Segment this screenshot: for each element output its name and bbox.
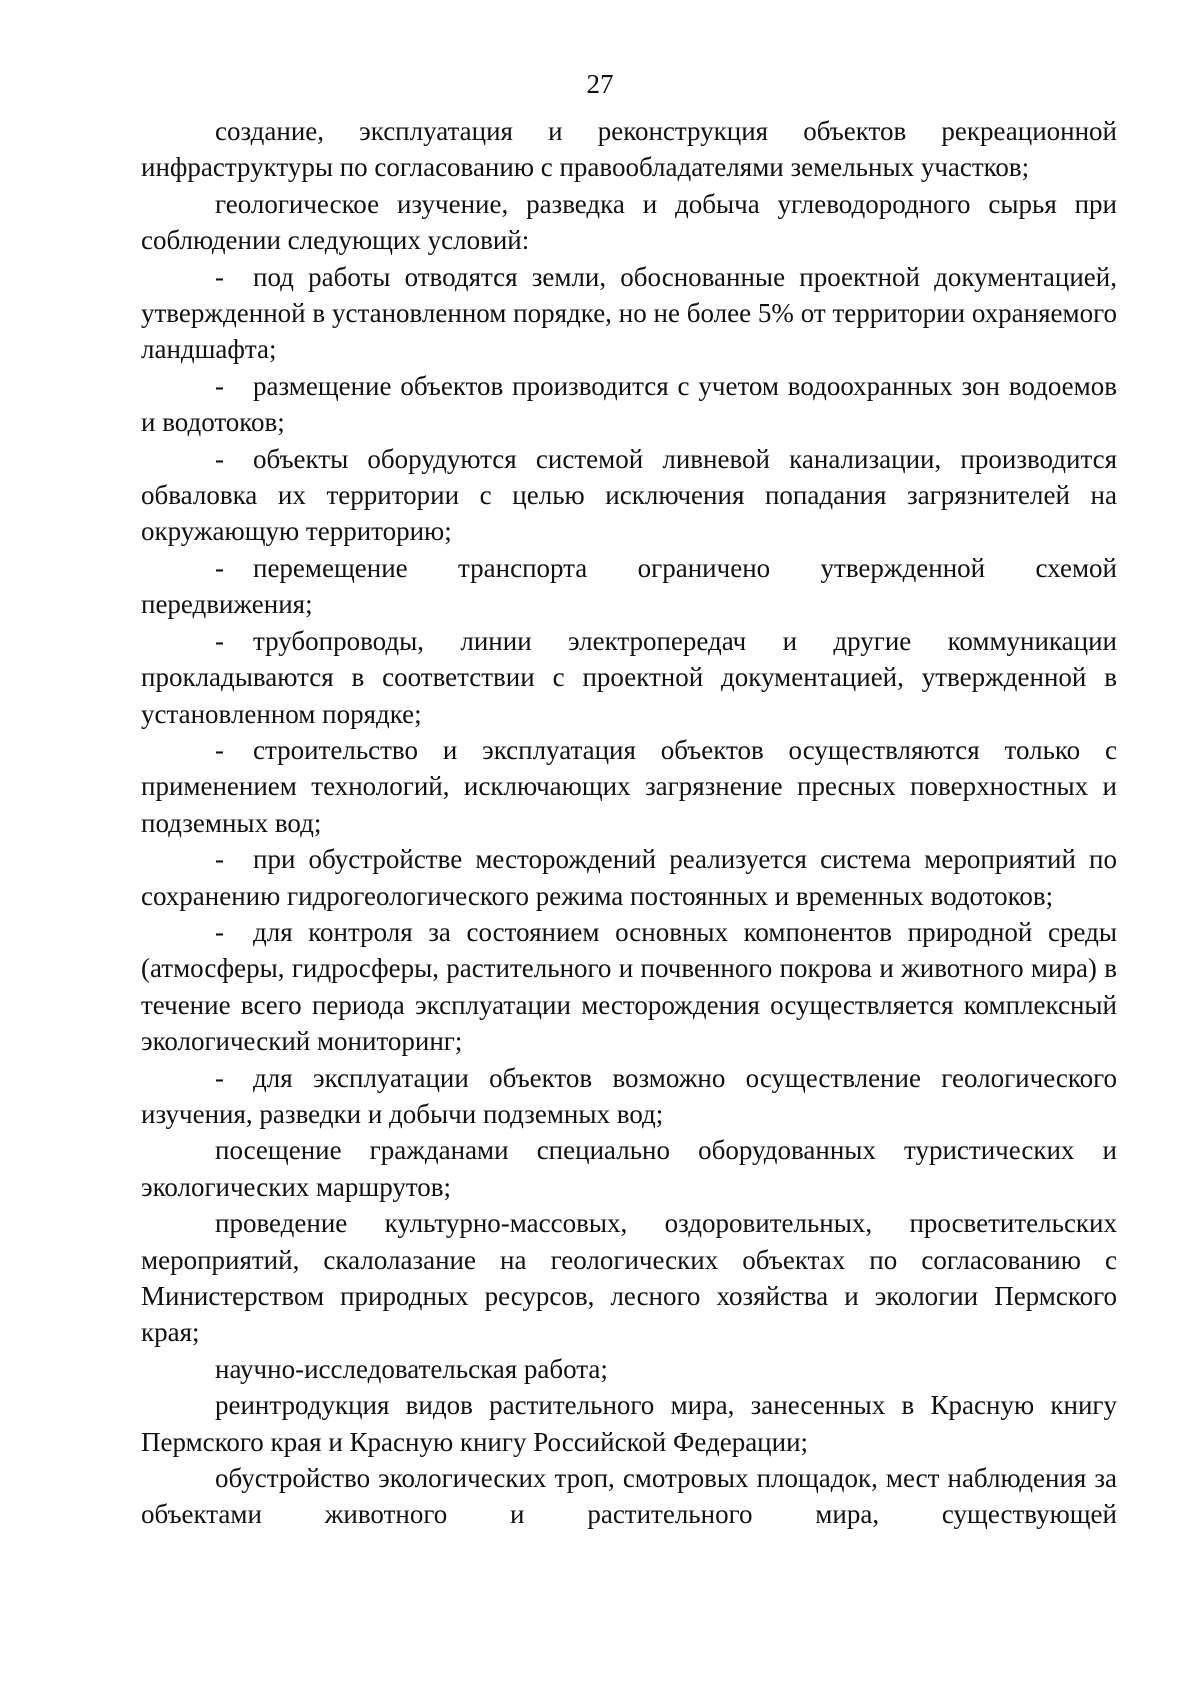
list-item: - при обустройстве месторождений реализуется система мероприятий по сохранению гидрогеологического режима постоянных и временных водотоков; [141, 841, 1117, 914]
list-dash: - [215, 1062, 224, 1093]
list-item: - для эксплуатации объектов возможно осуществление геологического изучения, разведки и добычи подземных вод; [141, 1060, 1117, 1133]
list-dash: - [215, 370, 224, 401]
list-dash: - [215, 844, 224, 875]
list-item: - объекты оборудуются системой ливневой канализации, производится обваловка их территории с целью исключения попадания загрязнителей на окружающую территорию; [141, 441, 1117, 550]
list-item: - трубопроводы, линии электропередач и другие коммуникации прокладываются в соответствии с проектной документацией, утвержденной в установленном порядке; [141, 623, 1117, 732]
paragraph: реинтродукция видов растительного мира, занесенных в Красную книгу Пермского края и Красную книгу Российской Федерации; [141, 1390, 1117, 1457]
list-item: - под работы отводятся земли, обоснованные проектной документацией, утвержденной в установленном порядке, но не более 5% от территории охраняемого ландшафта; [141, 259, 1117, 368]
list-dash: - [215, 625, 224, 656]
page-number: 27 [586, 69, 614, 99]
paragraph: геологическое изучение, разведка и добыча углеводородного сырья при соблюдении следующих условий: [141, 188, 1117, 256]
list-item: - для контроля за состоянием основных компонентов природной среды (атмосферы, гидросферы, растительного и почвенного покрова и животного мира) в течение всего периода эксплуатации месторождения осуществляется комплексный экологический мониторинг; [141, 914, 1117, 1060]
list-item: - строительство и эксплуатация объектов осуществляются только с применением технологий, исключающих загрязнение пресных поверхностных и подземных вод; [141, 732, 1117, 841]
list-dash: - [215, 552, 224, 583]
list-dash: - [215, 261, 224, 292]
paragraph: посещение гражданами специально оборудованных туристических и экологических маршрутов; [141, 1135, 1117, 1202]
list-dash: - [215, 443, 224, 474]
list-item: - перемещение транспорта ограничено утвержденной схемой передвижения; [141, 550, 1117, 623]
paragraph: обустройство экологических троп, смотровых площадок, мест наблюдения за объектами животного и растительного мира, существующей [141, 1463, 1117, 1530]
paragraph: создание, эксплуатация и реконструкция объектов рекреационной инфраструктуры по согласованию с правообладателями земельных участков; [141, 116, 1117, 183]
paragraph: проведение культурно-массовых, оздоровительных, просветительских мероприятий, скалолазание на геологических объектах по согласованию с Министерством природных ресурсов, лесного хозяйства и экологии Пермского края; [141, 1208, 1117, 1348]
list-dash: - [215, 916, 224, 947]
list-item: - размещение объектов производится с учетом водоохранных зон водоемов и водотоков; [141, 368, 1117, 441]
document-body [141, 113, 1117, 1533]
list-dash: - [215, 734, 224, 765]
paragraph: научно-исследовательская работа; [215, 1353, 608, 1384]
